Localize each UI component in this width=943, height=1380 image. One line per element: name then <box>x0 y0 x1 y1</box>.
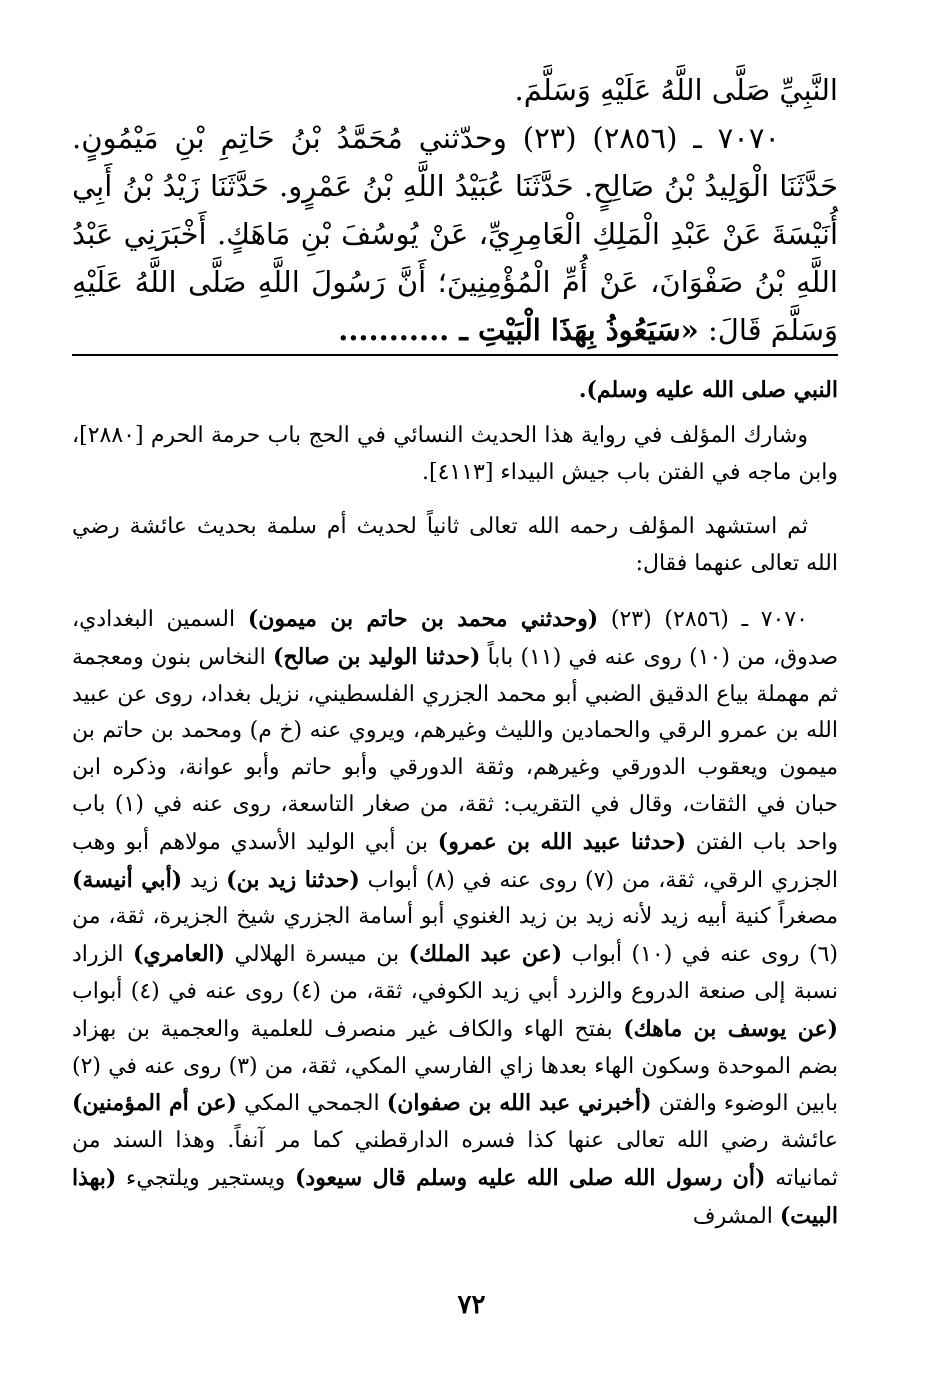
rijal-bold: (عن يوسف بن ماهك) <box>623 1015 838 1042</box>
rijal-bold: (حدثنا الوليد بن صالح) <box>272 643 481 670</box>
commentary-line-1 <box>72 372 838 410</box>
commentary-paragraph-sharing: وشارك المؤلف في رواية هذا الحديث النسائي في الحج باب حرمة الحرم [٢٨٨٠]، وابن ماجه في الفتن باب جيش البيداء [٤١١٣]. <box>72 422 838 485</box>
rijal-text: النخاس بنون ومعجمة ثم مهملة بياع الدقيق الضبي أبو محمد الجزري الفلسطيني، نزيل بغداد، روى عن عبيد الله بن عمرو الرقي والحمادين والليث وغيرهم، ويروي عنه (خ م) ومحمد بن حاتم بن ميمون ويعقوب الدورقي وغيرهم، وثقة الدورقي وأبو حاتم وأبو عوانة، وذكره ابن حبان في الثقات، وقال في التقريب: ثقة، من صغار التاسعة، روى عنه في (١) باب واحد باب الفتن <box>72 644 838 855</box>
rijal-text: عائشة رضي الله تعالى عنها كذا فسره الدارقطني كما مر آنفاً. وهذا السند من ثمانياته <box>72 1128 839 1191</box>
hadith-line-prophet: النَّبِيِّ صَلَّى اللَّهُ عَلَيْهِ وَسَلَّمَ. <box>514 73 838 107</box>
rijal-text: بفتح الهاء والكاف غير منصرف للعلمية والعجمية بن بهزاد بضم الموحدة وسكون الهاء بعدها زاي الفارسي المكي، ثقة، من (٣) روى عنه في (٢) بابين الوضوء والفتن <box>72 1016 839 1117</box>
rijal-bold: (العامري) <box>132 941 226 968</box>
rijal-text: السمين البغدادي، صدوق، من (١٠) روى عنه في (١١) باباً <box>72 606 838 670</box>
commentary-bold-1: النبي صلى الله عليه وسلم). <box>578 377 838 403</box>
rijal-bold: (حدثنا زيد بن) <box>226 866 360 893</box>
rijal-bold: (أبي أنيسة) <box>72 866 183 893</box>
commentary-paragraph-rijal <box>72 601 838 1236</box>
rijal-text: الزراد نسبة إلى صنعة الدروع والزرد أبي زيد الكوفي، ثقة، من (٤) روى عنه في (٤) أبواب <box>72 942 838 1004</box>
rijal-bold: (وحدثني محمد بن حاتم بن ميمون) <box>247 605 599 632</box>
rijal-text: بن أبي الوليد الأسدي مولاهم أبو وهب الجزري الرقي، ثقة، من (٧) روى عنه في (٨) أبواب <box>72 829 838 893</box>
rijal-bold: (أخبرني عبد الله بن صفوان) <box>386 1090 652 1117</box>
rijal-text: زيد <box>182 867 227 893</box>
commentary-block <box>72 372 838 1236</box>
rijal-text: ٧٠٧٠ ـ (٢٨٥٦) (٢٣) <box>598 606 808 632</box>
page-number: ٧٢ <box>457 1290 486 1320</box>
rijal-text: بن ميسرة الهلالي <box>225 942 409 968</box>
rijal-text: ويستجير ويلتجيء <box>116 1165 295 1191</box>
rijal-text: الجمحي المكي <box>236 1091 387 1117</box>
rijal-bold: (أن رسول الله صلى الله عليه وسلم قال سيعود) <box>294 1164 766 1191</box>
commentary-paragraph-istishhad: ثم استشهد المؤلف رحمه الله تعالى ثانياً لحديث أم سلمة بحديث عائشة رضي الله تعالى عنهما فقال: <box>72 514 838 577</box>
rijal-bold: (عن عبد الملك) <box>408 941 563 968</box>
rijal-bold: (حدثنا عبيد الله بن عمرو) <box>437 828 687 855</box>
rijal-bold: (عن أم المؤمنين) <box>72 1090 237 1117</box>
footnote-divider <box>72 354 838 356</box>
hadith-quote: «سَيَعُوذُ بِهَذَا الْبَيْتِ ـ ........... <box>338 313 699 347</box>
hadith-isnad-text: ٧٠٧٠ ـ (٢٨٥٦) (٢٣) وحدّثني مُحَمَّدُ بْنُ حَاتِمِ بْنِ مَيْمُونٍ. حَدَّثَنَا الْوَلِيدُ بْنُ صَالِحٍ. حَدَّثَنَا عُبَيْدُ اللَّهِ بْنُ عَمْرٍو. حَدَّثَنَا زَيْدُ بْنُ أَبِي أُنَيْسَةَ عَنْ عَبْدِ الْمَلِكِ الْعَامِرِيِّ، عَنْ يُوسُفَ بْنِ مَاهَكٍ. أَخْبَرَنِي عَبْدُ اللَّهِ بْنُ صَفْوَانَ، عَنْ أُمِّ الْمُؤْمِنِينَ؛ أَنَّ رَسُولَ اللَّهِ صَلَّى اللَّهُ عَلَيْهِ وَسَلَّمَ قَالَ: <box>72 121 838 347</box>
hadith-isnad-paragraph <box>72 114 838 354</box>
rijal-text: مصغراً كنية أبيه زيد لأنه زيد بن زيد الغنوي أبو أسامة الجزري شيخ الجزيرة، ثقة، من (٦) روى عنه في (١٠) أبواب <box>72 904 839 968</box>
rijal-text: المشرف <box>692 1203 780 1229</box>
hadith-text-block <box>72 66 838 354</box>
rijal-bold: (بهذا البيت) <box>72 1164 838 1229</box>
